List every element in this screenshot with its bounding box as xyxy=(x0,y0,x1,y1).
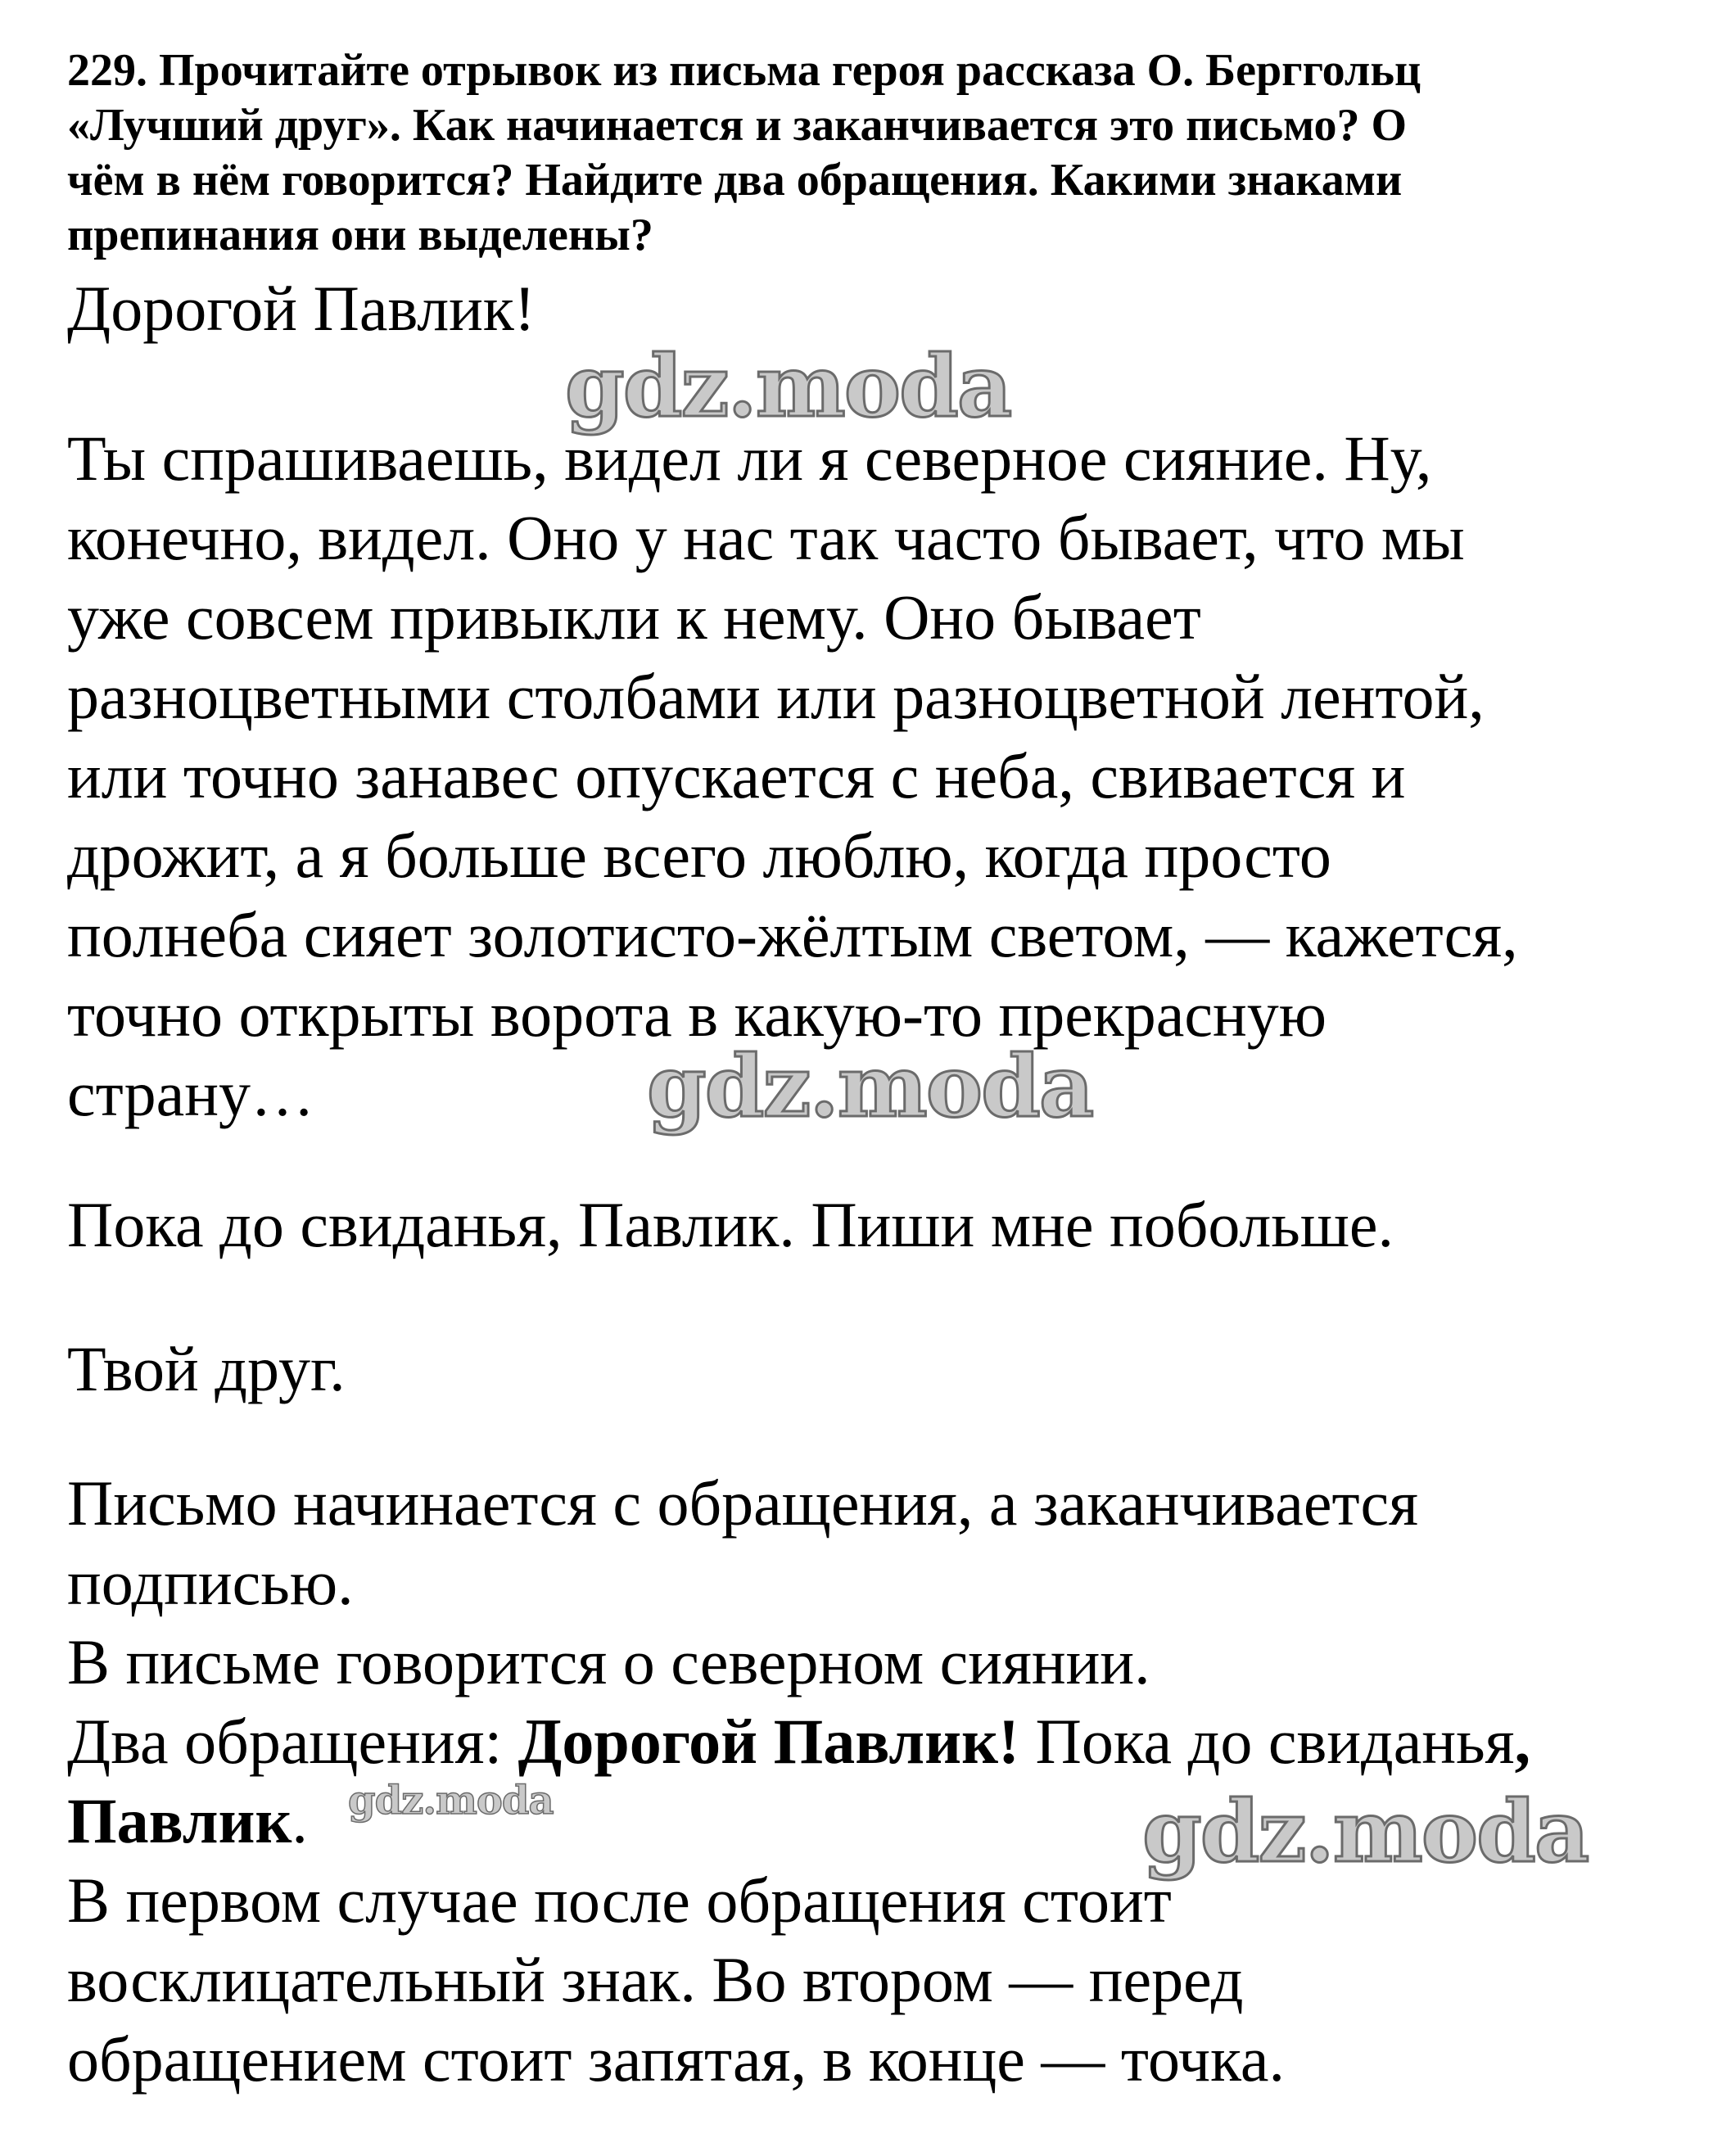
letter-greeting: Дорогой Павлик! xyxy=(67,273,536,344)
letter-closing: Пока до свиданья, Павлик. Пиши мне побольше. xyxy=(67,1189,1394,1260)
answer-line-1: Письмо начинается с обращения, а заканчивается xyxy=(67,1467,1418,1539)
letter-body-line: Ты спрашиваешь, видел ли я северное сияние. Ну, xyxy=(67,423,1432,494)
letter-body-line: конечно, видел. Оно у нас так часто бывает, что мы xyxy=(67,502,1465,573)
task-line-2: «Лучший друг». Как начинается и заканчивается это письмо? О xyxy=(67,100,1408,151)
answer-line-4 xyxy=(67,1706,1531,1777)
address-bold-2: Павлик xyxy=(67,1785,292,1856)
letter-body-line: разноцветными столбами или разноцветной лентой, xyxy=(67,661,1485,732)
answer-line-3: В письме говорится о северном сиянии. xyxy=(67,1626,1150,1697)
watermark: gdz.moda xyxy=(647,1036,1093,1137)
answer-line-8: обращением стоит запятая, в конце — точка. xyxy=(67,2023,1285,2095)
answer-line-5-end: . xyxy=(292,1785,308,1856)
watermark: gdz.moda xyxy=(1142,1781,1589,1882)
watermark: gdz.moda xyxy=(565,336,1011,436)
letter-body-line: или точно занавес опускается с неба, свивается и xyxy=(67,740,1406,811)
task-line-3: чём в нём говорится? Найдите два обращения. Какими знаками xyxy=(67,155,1403,206)
answer-line-5 xyxy=(67,1785,308,1856)
watermark: gdz.moda xyxy=(348,1778,554,1824)
answer-line-4-middle: Пока до свиданья xyxy=(1019,1706,1515,1777)
letter-body-line: уже совсем привыкли к нему. Оно бывает xyxy=(67,581,1201,653)
answer-line-4-prefix: Два обращения: xyxy=(67,1706,518,1777)
letter-body-line: точно открыты ворота в какую-то прекрасную xyxy=(67,979,1327,1050)
answer-line-2: подписью. xyxy=(67,1547,354,1618)
answer-line-7: восклицательный знак. Во втором — перед xyxy=(67,1944,1244,2015)
task-line-4: препинания они выделены? xyxy=(67,210,653,260)
task-line-1: 229. Прочитайте отрывок из письма героя рассказа О. Берггольц xyxy=(67,45,1421,96)
letter-signature: Твой друг. xyxy=(67,1333,346,1404)
address-bold-comma: , xyxy=(1514,1706,1531,1777)
letter-body-line: полнеба сияет золотисто-жёлтым светом, — кажется, xyxy=(67,899,1518,970)
answer-line-6: В первом случае после обращения стоит xyxy=(67,1864,1172,1936)
address-bold-1: Дорогой Павлик! xyxy=(518,1706,1020,1777)
letter-body-line: дрожит, а я больше всего люблю, когда просто xyxy=(67,820,1331,891)
letter-body-line: страну… xyxy=(67,1058,315,1129)
